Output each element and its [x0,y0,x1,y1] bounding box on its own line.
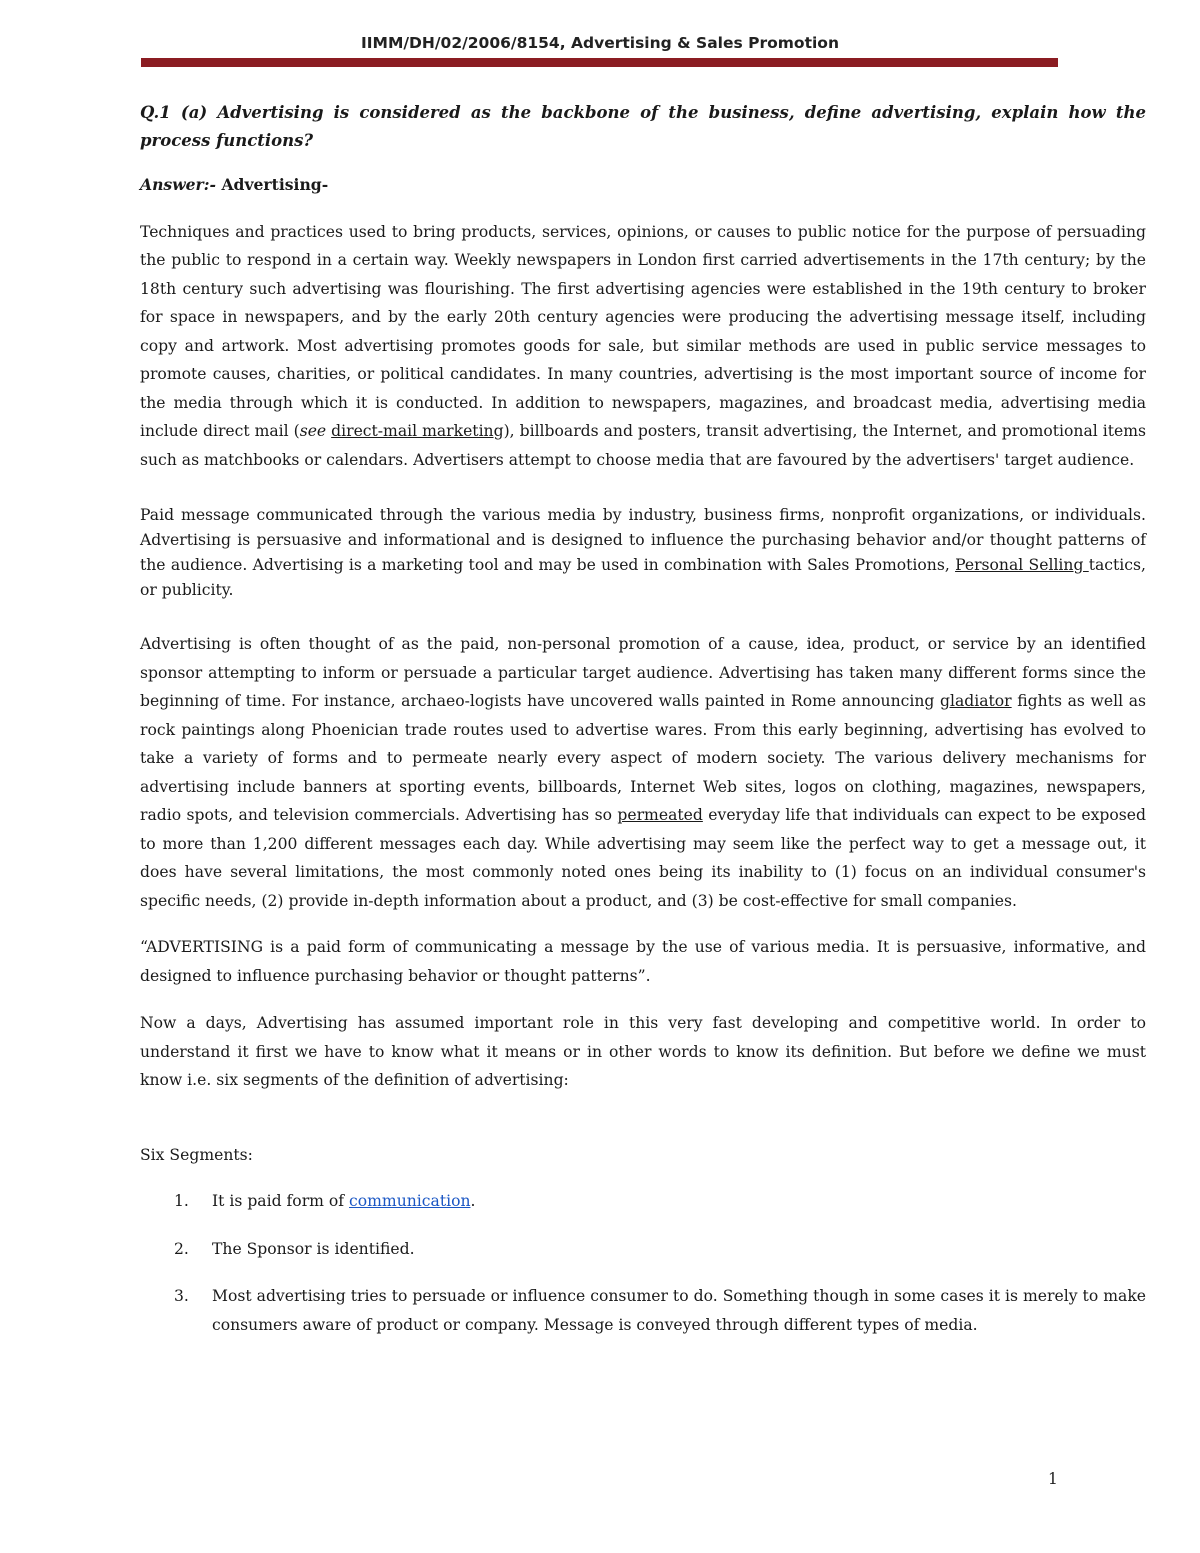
paragraph-text: Advertising is often thought of as the paid, non-personal promotion of a cause, idea, product, or service by an identified sponsor attempting to inform or persuade a particular target audience. Advertising has taken many different forms since the beginning of time. For instance, archaeo-logists have uncovered walls painted in Rome announcing [140,635,1146,710]
list-text: The Sponsor is identified. [212,1239,415,1258]
paragraph-text: Paid message communicated through the various media by industry, business firms, nonprofit organizations, or individuals. Advertising is persuasive and informational and is designed to influence the purchasing behavior and/or thought patterns of the audience. Advertising is a marketing tool and may be used in combination with Sales Promotions, [140,506,1146,574]
list-item [140,1282,1146,1339]
list-text: . [470,1192,476,1210]
paragraph-non-personal-promotion [140,630,1146,915]
list-item [140,1235,1146,1264]
list-text: It is paid form of [212,1192,350,1210]
paragraph-paid-message [140,503,1146,603]
header-rule [141,58,1058,67]
question-heading: Q.1 (a) Advertising is considered as the backbone of the business, define advertising, explain how the process functions? [140,103,1146,150]
paragraph-text: fights as well as rock paintings along Phoenician trade routes used to advertise wares. From this early beginning, advertising has evolved to take a variety of forms and to permeate nearly every aspect of modern society. The various delivery mechanisms for advertising include banners at sporting events, billboards, Internet Web sites, logos on clothing, magazines, newspapers, radio spots, and television commercials. Advertising has so [140,692,1146,824]
paragraph-text: ), billboards and posters, transit advertising, the Internet, and promotional items such as matchbooks or calendars. Advertisers attempt to choose media that are favoured by the advertisers' target audience. [140,422,1146,469]
paragraph-text: tactics, or publicity. [140,556,1146,599]
page-number: 1 [1048,1470,1058,1488]
list-number: 3. [174,1287,189,1305]
paragraph-text: everyday life that individuals can expect to be exposed to more than 1,200 different messages each day. While advertising may seem like the perfect way to get a message out, it does have several limitations, the most commonly noted ones being its inability to (1) focus on an individual consumer's specific needs, (2) provide in-depth information about a product, and (3) be cost-effective for small companies. [140,806,1146,910]
six-segments-list [140,1187,1146,1339]
document-body [140,99,1146,1358]
list-number: 1. [174,1192,189,1210]
permeated-link[interactable]: permeated [617,806,703,824]
gladiator-link[interactable]: gladiator [939,692,1012,710]
six-segments-heading: Six Segments: [140,1145,253,1164]
answer-label: Answer:- [140,175,217,194]
answer-title: Advertising- [216,175,329,194]
paragraph-techniques [140,218,1146,475]
answer-heading [140,171,1146,200]
direct-mail-marketing-link[interactable]: direct-mail marketing [331,422,504,440]
personal-selling-link[interactable]: Personal Selling [955,556,1089,574]
paragraph-now-a-days: Now a days, Advertising has assumed important role in this very fast developing and competitive world. In order to understand it first we have to know what it means or in other words to know its definition. But before we define we must know i.e. six segments of the definition of advertising: [140,1014,1146,1089]
list-text: Most advertising tries to persuade or influence consumer to do. Something though in some cases it is merely to make consumers aware of product or company. Message is conveyed through different types of media. [212,1287,1146,1334]
list-item [140,1187,1146,1216]
paragraph-definition-quote: “ADVERTISING is a paid form of communicating a message by the use of various media. It is persuasive, informative, and designed to influence purchasing behavior or thought patterns”. [140,938,1146,985]
list-number: 2. [174,1239,189,1258]
communication-link[interactable]: communication [349,1192,471,1210]
paragraph-text: Techniques and practices used to bring products, services, opinions, or causes to public notice for the purpose of persuading the public to respond in a certain way. Weekly newspapers in London first carried advertisements in the 17th century; by the 18th century such advertising was flourishing. The first advertising agencies were established in the 19th century to broker for space in newspapers, and by the early 20th century agencies were producing the advertising message itself, including copy and artwork. Most advertising promotes goods for sale, but similar methods are used in public service messages to promote causes, charities, or political candidates. In many countries, advertising is the most important source of income for the media through which it is conducted. In addition to newspapers, magazines, and broadcast media, advertising media include direct mail ( [140,222,1146,440]
running-header: IIMM/DH/02/2006/8154, Advertising & Sales Promotion [361,34,839,52]
see-text: see [299,422,327,440]
